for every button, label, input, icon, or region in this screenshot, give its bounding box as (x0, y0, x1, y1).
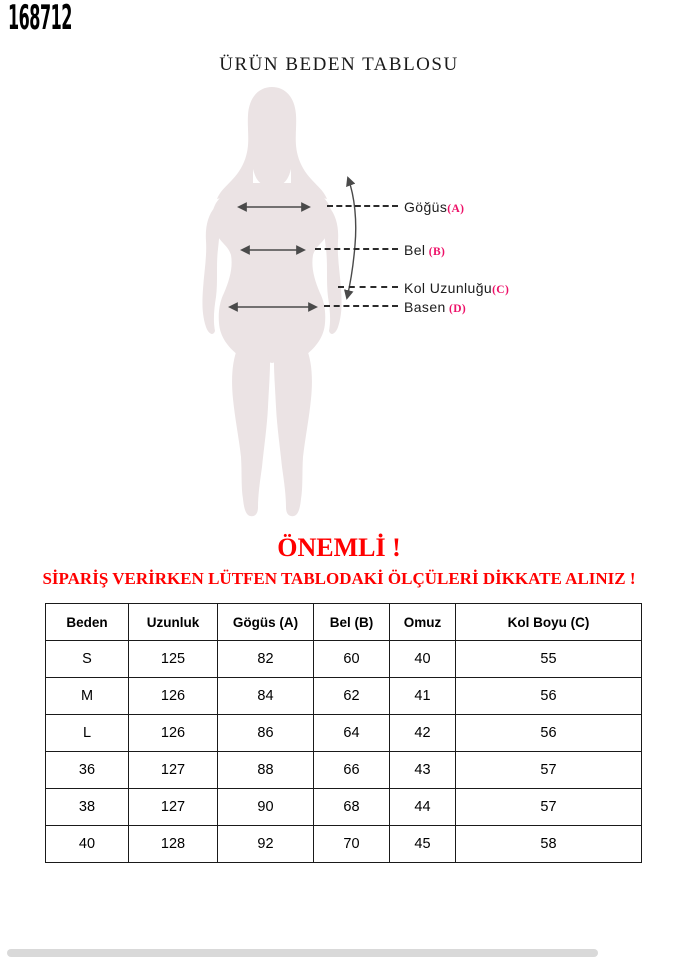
measure-label-arm-length (404, 280, 509, 298)
measurement-cell: 84 (218, 678, 314, 715)
size-name-cell: 36 (46, 752, 129, 789)
dashed-connector (338, 286, 398, 288)
measure-letter: (A) (447, 203, 465, 215)
dashed-connector (315, 248, 398, 250)
measurement-cell: 82 (218, 641, 314, 678)
table-row (46, 678, 642, 715)
measurement-cell: 126 (129, 678, 218, 715)
horizontal-scrollbar-thumb[interactable] (7, 949, 598, 957)
size-table-body (46, 641, 642, 863)
dashed-connector (327, 205, 398, 207)
measurement-cell: 68 (314, 789, 390, 826)
measurement-cell: 125 (129, 641, 218, 678)
size-table (45, 603, 642, 863)
table-row (46, 641, 642, 678)
measurement-cell: 57 (456, 752, 642, 789)
size-name-cell: 38 (46, 789, 129, 826)
measurement-cell: 90 (218, 789, 314, 826)
measurement-cell: 70 (314, 826, 390, 863)
measurement-cell: 58 (456, 826, 642, 863)
measurement-cell: 55 (456, 641, 642, 678)
important-subheading: SİPARİŞ VERİRKEN LÜTFEN TABLODAKİ ÖLÇÜLERİ DİKKATE ALINIZ ! (42, 569, 636, 588)
measurement-cell: 56 (456, 715, 642, 752)
page-title: ÜRÜN BEDEN TABLOSU (219, 54, 459, 75)
measurement-cell: 56 (456, 678, 642, 715)
measurement-cell: 41 (390, 678, 456, 715)
size-name-cell: S (46, 641, 129, 678)
header-row (46, 604, 642, 641)
table-row (46, 752, 642, 789)
column-header-0: Beden (46, 604, 129, 641)
size-table-head (46, 604, 642, 641)
measurement-cell: 64 (314, 715, 390, 752)
measurement-cell: 127 (129, 752, 218, 789)
measure-letter: (C) (492, 284, 510, 296)
measure-name: Bel (404, 242, 426, 258)
column-header-5: Kol Boyu (C) (456, 604, 642, 641)
column-header-1: Uzunluk (129, 604, 218, 641)
measurement-cell: 92 (218, 826, 314, 863)
size-name-cell: L (46, 715, 129, 752)
measure-label-chest (404, 199, 464, 217)
measure-name: Kol Uzunluğu (404, 280, 493, 296)
measure-name: Göğüs (404, 199, 448, 215)
measurement-cell: 40 (390, 641, 456, 678)
measurement-cell: 66 (314, 752, 390, 789)
measure-name: Basen (404, 299, 446, 315)
table-row (46, 715, 642, 752)
size-name-cell: M (46, 678, 129, 715)
measurement-cell: 45 (390, 826, 456, 863)
measure-label-waist (404, 242, 445, 260)
table-row (46, 789, 642, 826)
measurement-cell: 62 (314, 678, 390, 715)
measurement-cell: 88 (218, 752, 314, 789)
important-heading: ÖNEMLİ ! (277, 533, 401, 562)
column-header-2: Gögüs (A) (218, 604, 314, 641)
measurement-cell: 43 (390, 752, 456, 789)
measure-letter: (D) (445, 303, 467, 315)
size-name-cell: 40 (46, 826, 129, 863)
measurement-cell: 127 (129, 789, 218, 826)
measurement-cell: 126 (129, 715, 218, 752)
column-header-4: Omuz (390, 604, 456, 641)
silhouette-shape (202, 87, 341, 516)
measurement-cell: 44 (390, 789, 456, 826)
measurement-cell: 86 (218, 715, 314, 752)
column-header-3: Bel (B) (314, 604, 390, 641)
measurement-cell: 60 (314, 641, 390, 678)
measure-label-hip (404, 299, 466, 317)
measurement-cell: 128 (129, 826, 218, 863)
table-row (46, 826, 642, 863)
product-code: 168712 (8, 0, 72, 38)
measurement-cell: 42 (390, 715, 456, 752)
measure-letter: (B) (425, 246, 446, 258)
measurement-cell: 57 (456, 789, 642, 826)
dashed-connector (324, 305, 398, 307)
